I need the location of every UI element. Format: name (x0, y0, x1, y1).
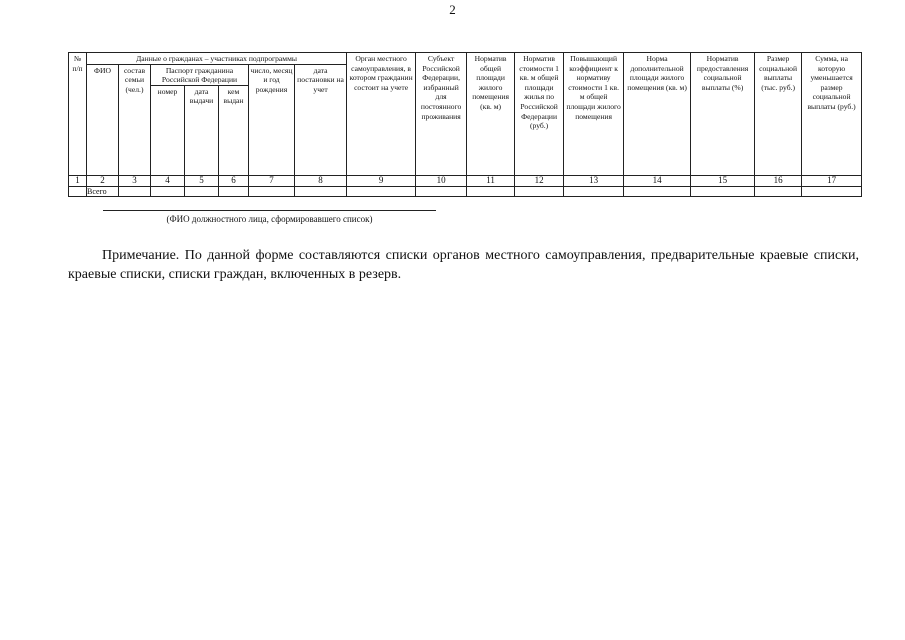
page-number: 2 (449, 2, 456, 17)
header-local-authority: Орган местного самоуправления, в котором гражданин состоит на учете (347, 53, 416, 176)
total-cell (515, 186, 564, 197)
signature-line (103, 210, 436, 211)
citizens-list-table (68, 52, 862, 197)
column-number: 6 (219, 175, 249, 186)
header-area-norm: Норматив общей площади жилого помещения (кв. м) (467, 53, 515, 176)
header-family: состав семьи (чел.) (119, 64, 151, 175)
column-number: 1 (69, 175, 87, 186)
header-passport-number: номер (151, 85, 185, 175)
header-passport-issuer: кем выдан (219, 85, 249, 175)
column-number: 5 (185, 175, 219, 186)
header-extra-area: Норма дополнительной площади жилого помещения (кв. м) (624, 53, 691, 176)
header-registration-date: дата постановки на учет (295, 64, 347, 175)
header-payment-norm: Норматив предоставления социальной выплаты (%) (691, 53, 755, 176)
header-passport-date: дата выдачи (185, 85, 219, 175)
total-cell (151, 186, 185, 197)
total-row (69, 186, 862, 197)
column-number: 16 (755, 175, 802, 186)
total-label: Всего (87, 186, 119, 197)
column-number: 17 (802, 175, 862, 186)
total-cell (624, 186, 691, 197)
header-birth-date: число, месяц и год рождения (249, 64, 295, 175)
column-number: 14 (624, 175, 691, 186)
column-number: 10 (416, 175, 467, 186)
note-paragraph: Примечание. По данной форме составляются списки органов местного самоуправления, предварительные краевые списки, краевые списки, списки граждан, включенных в резерв. (68, 248, 859, 282)
total-cell (69, 186, 87, 197)
header-coefficient: Повышающий коэффициент к нормативу стоимости 1 кв. м общей площади жилого помещения (564, 53, 624, 176)
header-cost-norm: Норматив стоимости 1 кв. м общей площади жилья по Российской Федерации (руб.) (515, 53, 564, 176)
signature-caption: (ФИО должностного лица, сформировавшего список) (166, 214, 373, 224)
column-number: 4 (151, 175, 185, 186)
total-cell (467, 186, 515, 197)
header-payment-size: Размер социальной выплаты (тыс. руб.) (755, 53, 802, 176)
header-row-1 (69, 53, 862, 65)
header-reduction: Сумма, на которую уменьшается размер социальной выплаты (руб.) (802, 53, 862, 176)
column-numbers-row (69, 175, 862, 186)
column-number: 15 (691, 175, 755, 186)
column-number: 3 (119, 175, 151, 186)
total-cell (802, 186, 862, 197)
total-cell (755, 186, 802, 197)
total-cell (416, 186, 467, 197)
column-number: 9 (347, 175, 416, 186)
total-cell (564, 186, 624, 197)
total-cell (295, 186, 347, 197)
header-subject: Субъект Российской Федерации, избранный для постоянного проживания (416, 53, 467, 176)
total-cell (249, 186, 295, 197)
total-cell (119, 186, 151, 197)
total-cell (185, 186, 219, 197)
header-fio: ФИО (87, 64, 119, 175)
header-citizens-group: Данные о гражданах – участниках подпрограммы (87, 53, 347, 65)
total-cell (347, 186, 416, 197)
column-number: 7 (249, 175, 295, 186)
header-no: № п/п (69, 53, 87, 176)
total-cell (219, 186, 249, 197)
column-number: 8 (295, 175, 347, 186)
column-number: 11 (467, 175, 515, 186)
total-cell (691, 186, 755, 197)
column-number: 12 (515, 175, 564, 186)
header-passport: Паспорт гражданина Российской Федерации (151, 64, 249, 85)
column-number: 2 (87, 175, 119, 186)
column-number: 13 (564, 175, 624, 186)
